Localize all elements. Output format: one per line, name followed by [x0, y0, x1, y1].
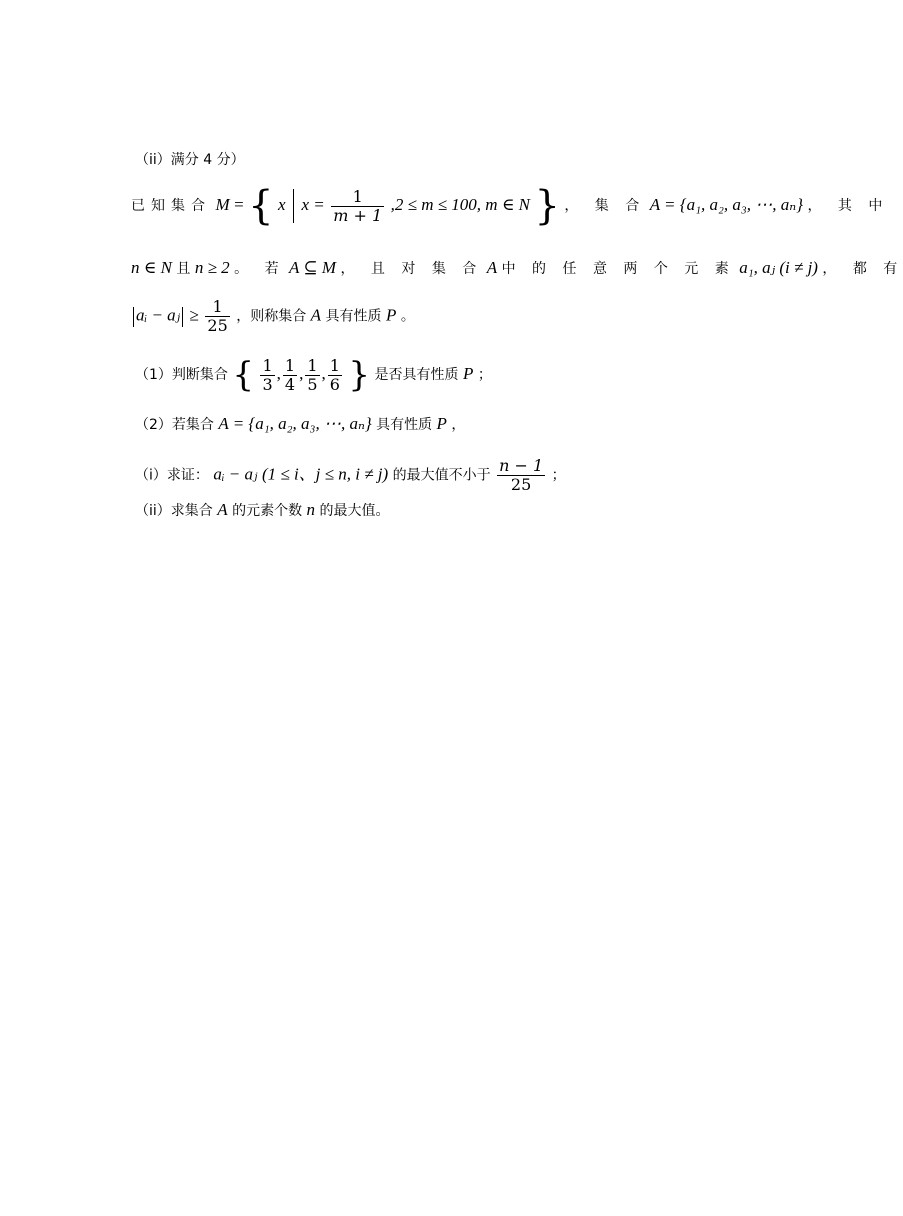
if-text: 。 若	[234, 261, 285, 277]
question-2-ii	[135, 500, 389, 521]
math-x: x	[278, 195, 286, 214]
question-2	[135, 414, 465, 435]
fraction-1-over-25	[205, 298, 229, 335]
section-heading	[135, 150, 245, 170]
abs-left-bar	[133, 307, 134, 327]
end-punct: ，	[451, 417, 466, 433]
comma: ,	[299, 364, 304, 383]
math-A-def: A = {a	[649, 195, 696, 214]
math-P: P	[462, 364, 474, 383]
question-2-ii-text-2: 的最大值。	[319, 503, 390, 519]
question-1-text: 是否具有性质	[374, 367, 459, 383]
question-1-label: （1）判断集合	[135, 367, 228, 383]
left-brace: {	[248, 183, 274, 229]
fraction-denominator: 25	[497, 475, 545, 494]
math-M: M	[215, 195, 230, 214]
tail-text: ， 其 中	[807, 198, 889, 214]
math-n-ge-2: n ≥ 2	[194, 258, 230, 277]
num: 1	[262, 355, 273, 375]
left-brace: {	[232, 355, 255, 395]
end-punct: ；	[551, 467, 566, 484]
abs-right-bar	[182, 307, 183, 327]
end-punct: 。	[400, 308, 415, 325]
comma: ,	[321, 364, 326, 383]
fraction-numerator: n − 1	[499, 456, 544, 475]
den: 6	[329, 374, 340, 394]
math-elements: a₁, aⱼ (i ≠ j)	[739, 258, 818, 277]
section-heading-text: （ii）满分 4 分）	[135, 152, 245, 168]
math-P: P	[436, 414, 447, 433]
math-ge: ≥	[189, 305, 199, 325]
den: 4	[284, 374, 296, 394]
fraction-numerator: 1	[352, 186, 363, 206]
question-2-i-text: 的最大值不小于	[392, 467, 491, 484]
num: 1	[329, 355, 340, 375]
math-x-eq: x =	[301, 195, 325, 214]
fraction-1-5	[305, 357, 319, 394]
set-builder-bar	[293, 189, 294, 223]
intro-text: 已知集合	[131, 198, 211, 214]
math-n-in-N: n ∈ N	[131, 258, 172, 277]
math-A: A	[486, 258, 498, 277]
question-1	[135, 355, 492, 395]
fraction-1-over-m-plus-1	[331, 188, 384, 225]
paragraph-property-p	[131, 298, 415, 335]
question-2-text: 具有性质	[376, 417, 433, 433]
comma: ,	[276, 364, 281, 383]
math-condition: ,2 ≤ m ≤ 100, m ∈ N	[390, 195, 530, 214]
math-condition: (1 ≤ i、j ≤ n, i ≠ j)	[261, 464, 389, 484]
end-punct: ；	[477, 367, 492, 383]
fraction-denominator: 25	[207, 316, 228, 335]
math-A-def: A = {a₁, a₂, a₃, ⋯, aₙ}	[218, 414, 372, 433]
property-text: ，则称集合	[236, 308, 307, 325]
math-eq: =	[234, 195, 244, 214]
math-abs-expr: aᵢ − aⱼ	[136, 305, 181, 325]
and-text: 且	[176, 261, 191, 277]
question-2-ii-text: 的元素个数	[232, 503, 303, 519]
fraction-1-6	[328, 357, 342, 394]
math-A-subset-M: A ⊆ M	[289, 258, 337, 277]
den: 3	[262, 374, 273, 394]
fraction-numerator: 1	[212, 297, 223, 316]
question-2-ii-label: （ii）求集合	[135, 503, 213, 519]
den: 5	[307, 374, 318, 394]
tail-text-2: ， 都 有	[822, 261, 903, 277]
paragraph-condition	[131, 258, 903, 279]
property-text-2: 具有性质	[325, 308, 382, 325]
fraction-denominator: m + 1	[333, 205, 383, 225]
right-brace: }	[348, 355, 371, 395]
math-A: A	[217, 500, 228, 519]
fraction-1-3	[260, 357, 274, 394]
right-brace: }	[534, 183, 560, 229]
math-A: A	[310, 305, 322, 325]
fraction-1-4	[283, 357, 297, 394]
math-a-list: ₁, a₂, a₃, ⋯, aₙ}	[695, 195, 803, 214]
condition-text: ， 且 对 集 合	[340, 261, 483, 277]
num: 1	[284, 355, 296, 375]
fraction-n-minus-1-over-25	[497, 457, 545, 494]
paragraph-set-m-definition	[131, 183, 889, 229]
set-intro-text: ， 集 合	[564, 198, 646, 214]
question-2-label: （2）若集合	[135, 417, 214, 433]
num: 1	[307, 355, 318, 375]
math-P: P	[385, 305, 397, 325]
question-2-i	[135, 457, 566, 494]
condition-text-2: 中 的 任 意 两 个 元 素	[501, 261, 735, 277]
math-expr: aᵢ − aⱼ	[213, 464, 258, 484]
math-n: n	[306, 500, 316, 519]
question-2-i-label: （i）求证：	[135, 467, 209, 484]
